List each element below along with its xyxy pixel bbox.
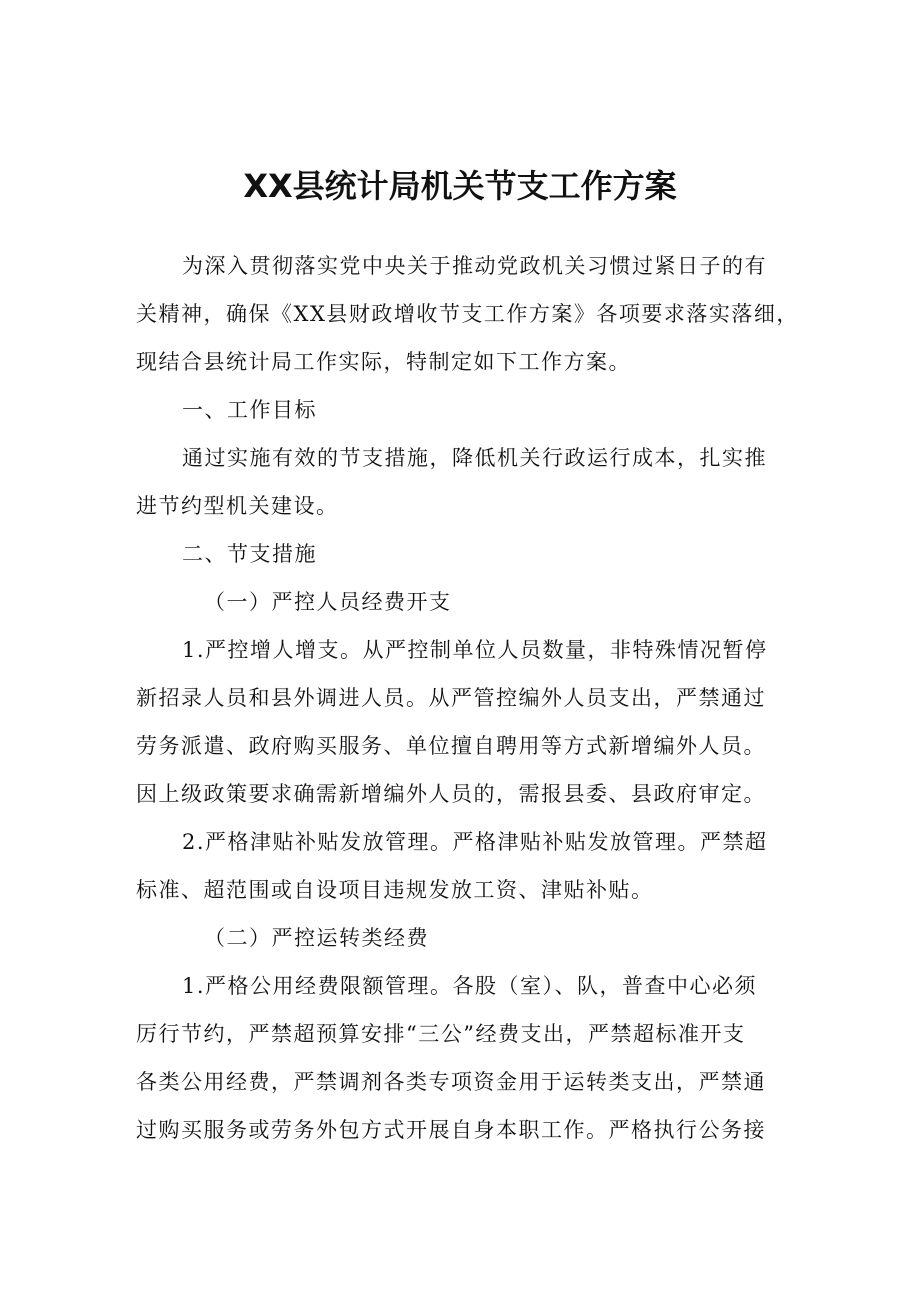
- subsection-heading: （一）严控人员经费开支: [204, 590, 452, 614]
- paragraph-line: 各类公用经费，严禁调剂各类专项资金用于运转类支出，严禁通: [136, 1070, 766, 1094]
- paragraph-line: 为深入贯彻落实党中央关于推动党政机关习惯过紧日子的有: [182, 254, 767, 278]
- paragraph-line: 因上级政策要求确需新增编外人员的，需报县委、县政府审定。: [136, 782, 766, 806]
- document-body: [136, 242, 799, 1154]
- paragraph-line: 通过实施有效的节支措施，降低机关行政运行成本，扎实推: [182, 446, 767, 470]
- paragraph-line: 新招录人员和县外调进人员。从严管控编外人员支出，严禁通过: [136, 686, 766, 710]
- paragraph-line: 现结合县统计局工作实际，特制定如下工作方案。: [136, 350, 631, 374]
- paragraph-line: 关精神，确保《XX县财政增收节支工作方案》各项要求落实落细，: [136, 302, 799, 326]
- paragraph-line: 2.严格津贴补贴发放管理。严格津贴补贴发放管理。严禁超: [182, 830, 768, 854]
- section-heading: 二、节支措施: [182, 542, 317, 566]
- paragraph-line: 过购买服务或劳务外包方式开展自身本职工作。严格执行公务接: [136, 1118, 766, 1142]
- paragraph-line: 1.严控增人增支。从严控制单位人员数量，非特殊情况暂停: [182, 638, 768, 662]
- document-title: XX县统计局机关节支工作方案: [243, 167, 677, 205]
- paragraph-line: 厉行节约，严禁超预算安排“三公”经费支出，严禁超标准开支: [136, 1022, 746, 1046]
- section-heading: 一、工作目标: [182, 398, 317, 422]
- paragraph-line: 标准、超范围或自设项目违规发放工资、津贴补贴。: [136, 878, 654, 902]
- paragraph-line: 1.严格公用经费限额管理。各股（室）、队，普查中心必须: [182, 974, 758, 998]
- paragraph-line: 劳务派遣、政府购买服务、单位擅自聘用等方式新增编外人员。: [136, 734, 766, 758]
- paragraph-line: 进节约型机关建设。: [136, 494, 339, 518]
- subsection-heading: （二）严控运转类经费: [204, 926, 429, 950]
